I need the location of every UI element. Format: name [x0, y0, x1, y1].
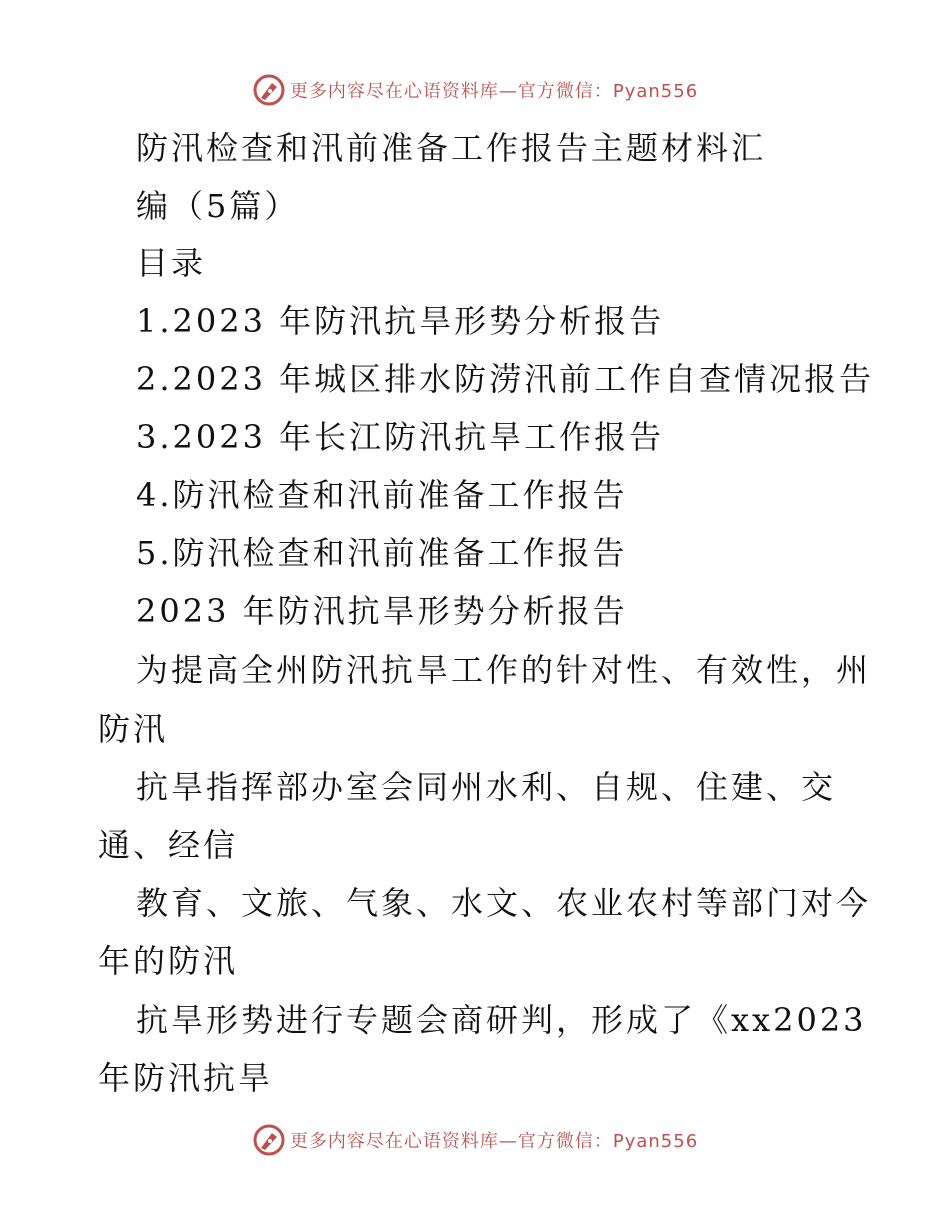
toc-item: 2.2023 年城区排水防涝汛前工作自查情况报告: [136, 360, 875, 398]
toc-item: 1.2023 年防汛抗旱形势分析报告: [136, 302, 665, 340]
document-title-line-2: 编（5篇）: [136, 187, 300, 225]
watermark-text: 更多内容尽在心语资料库—官方微信：Pyan556: [289, 81, 699, 102]
header-watermark: [0, 70, 950, 110]
document-title-line-1: 防汛检查和汛前准备工作报告主题材料汇: [136, 129, 767, 167]
toc-heading: 目录: [136, 244, 207, 282]
body-line: 教育、文旅、气象、水文、农业农村等部门对今: [136, 884, 872, 922]
watermark-text: 更多内容尽在心语资料库—官方微信：Pyan556: [289, 1131, 699, 1152]
body-line: 防汛: [98, 710, 169, 748]
body-line: 通、经信: [98, 826, 239, 864]
footer-watermark: [0, 1120, 950, 1160]
body-line: 年防汛抗旱: [98, 1059, 274, 1097]
pen-nib-logo-icon: [252, 1123, 286, 1157]
body-line: 抗旱形势进行专题会商研判，形成了《xx2023: [136, 1001, 867, 1039]
body-line: 抗旱指挥部办室会同州水利、自规、住建、交: [136, 768, 837, 806]
body-line: 年的防汛: [98, 942, 239, 980]
pen-nib-logo-icon: [252, 73, 286, 107]
toc-item: 4.防汛检查和汛前准备工作报告: [136, 476, 628, 514]
section-title: 2023 年防汛抗旱形势分析报告: [136, 592, 628, 630]
toc-item: 3.2023 年长江防汛抗旱工作报告: [136, 418, 665, 456]
toc-item: 5.防汛检查和汛前准备工作报告: [136, 534, 628, 572]
body-line: 为提高全州防汛抗旱工作的针对性、有效性，州: [136, 651, 872, 689]
